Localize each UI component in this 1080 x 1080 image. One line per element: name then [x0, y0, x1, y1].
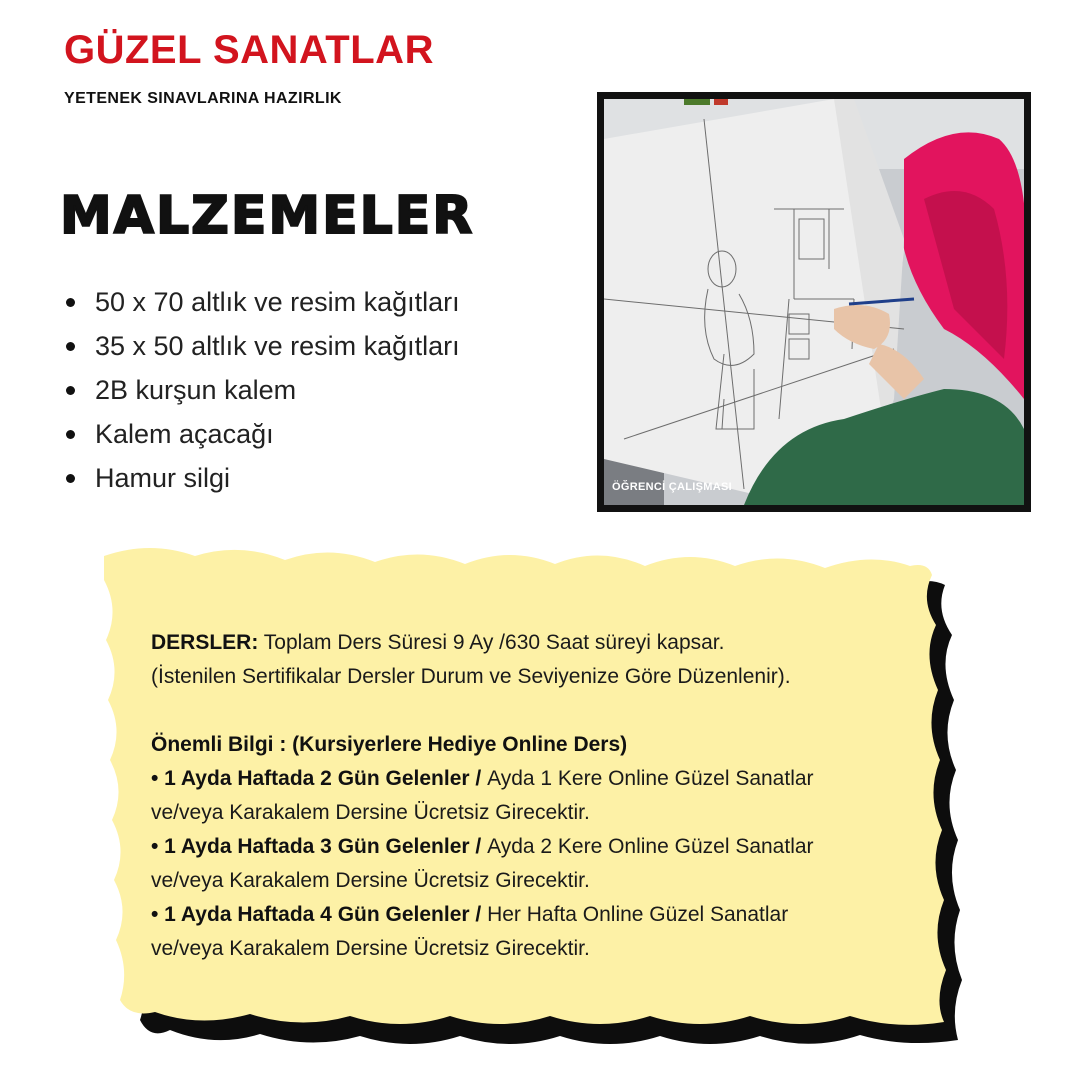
bonus-item-lead: • 1 Ayda Haftada 4 Gün Gelenler /	[151, 903, 488, 926]
bonus-item	[151, 762, 931, 796]
materials-item-label: 50 x 70 altlık ve resim kağıtları	[95, 286, 460, 317]
bonus-item-text: Ayda 2 Kere Online Güzel Sanatlar	[487, 835, 814, 858]
materials-item-label: Hamur silgi	[95, 462, 231, 493]
important-heading	[151, 728, 931, 762]
lessons-summary	[151, 626, 931, 660]
bonus-item	[151, 830, 931, 864]
bonus-item	[151, 898, 931, 932]
lessons-text-block	[151, 626, 931, 966]
brand-subtitle: YETENEK SINAVLARINA HAZIRLIK	[64, 90, 342, 107]
lessons-note: (İstenilen Sertifikalar Dersler Durum ve Seviyenize Göre Düzenlenir).	[151, 665, 791, 688]
lessons-label: DERSLER:	[151, 631, 259, 654]
bonus-item-text: Ayda 1 Kere Online Güzel Sanatlar	[487, 767, 814, 790]
materials-title: MALZEMELER	[60, 186, 475, 246]
spacer	[151, 694, 931, 728]
bonus-item-lead: • 1 Ayda Haftada 3 Gün Gelenler /	[151, 835, 488, 858]
important-heading-text: Önemli Bilgi : (Kursiyerlere Hediye Online Ders)	[151, 733, 628, 756]
materials-item-label: 35 x 50 altlık ve resim kağıtları	[95, 330, 460, 361]
materials-item-label: 2B kurşun kalem	[95, 374, 297, 405]
bonus-item-continued: ve/veya Karakalem Dersine Ücretsiz Girecektir.	[151, 937, 590, 960]
bonus-item-lead: • 1 Ayda Haftada 2 Gün Gelenler /	[151, 767, 488, 790]
bonus-item-continued: ve/veya Karakalem Dersine Ücretsiz Girecektir.	[151, 869, 590, 892]
materials-item-label: Kalem açacağı	[95, 418, 274, 449]
lessons-text: Toplam Ders Süresi 9 Ay /630 Saat süreyi kapsar.	[258, 631, 725, 654]
bonus-item-text: Her Hafta Online Güzel Sanatlar	[487, 903, 789, 926]
bonus-item-continued: ve/veya Karakalem Dersine Ücretsiz Girecektir.	[151, 801, 590, 824]
photo-caption: ÖĞRENCİ ÇALIŞMASI	[612, 481, 732, 493]
brand-title: GÜZEL SANATLAR	[64, 28, 434, 72]
